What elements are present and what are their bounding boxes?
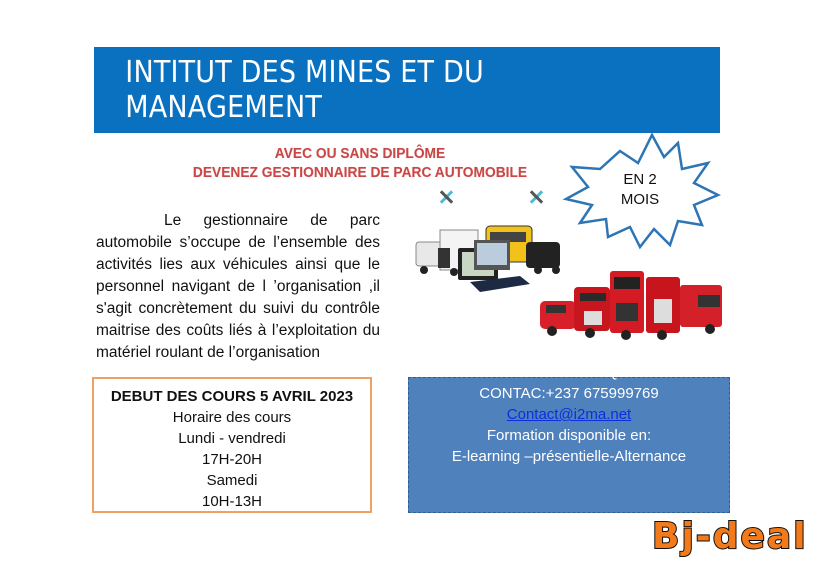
saturday-hours: 10H-13H bbox=[201, 493, 263, 510]
headline-line-2: DEVENEZ GESTIONNAIRE DE PARC AUTOMOBILE bbox=[192, 165, 528, 181]
course-start-date: DEBUT DES COURS 5 AVRIL 2023 bbox=[110, 388, 354, 405]
formation-modes: E-learning –présentielle-Alternance bbox=[451, 448, 687, 465]
red-trucks-image bbox=[538, 263, 734, 338]
weekday-hours: 17H-20H bbox=[201, 451, 263, 468]
tools-icon bbox=[529, 189, 543, 205]
weekdays-label: Lundi - vendredi bbox=[178, 430, 286, 447]
contact-box bbox=[408, 364, 730, 513]
page-title: INTITUT DES MINES ET DU MANAGEMENT bbox=[125, 55, 484, 125]
saturday-label: Samedi bbox=[206, 472, 258, 489]
contact-phone: CONTAC:+237 675999769 bbox=[479, 385, 659, 402]
schedule-heading: Horaire des cours bbox=[172, 409, 292, 426]
headline-line-1: AVEC OU SANS DIPLÔME bbox=[274, 146, 446, 162]
bj-deal-watermark: Bj-deal bbox=[652, 516, 808, 557]
schedule-box bbox=[92, 377, 372, 513]
duration-badge: EN 2 MOIS bbox=[620, 171, 660, 208]
description-paragraph: Le gestionnaire de parc automobile s’occupe de l’ensemble des activités lies aux véhicules ainsi que le personnel navigant de l ’organisation ,il s'agit concrètement du suivi du contrôle maitrise des coûts liés à l’exploitation du matériel roulant de l’organisation bbox=[96, 212, 380, 361]
tools-icon bbox=[439, 189, 453, 205]
formation-label: Formation disponible en: bbox=[486, 427, 652, 444]
title-banner bbox=[94, 47, 720, 133]
headline bbox=[160, 145, 560, 183]
location-line: LIEU : ... BOUTIQUE bbox=[498, 364, 640, 381]
contact-email-link[interactable]: Contact@i2ma.net bbox=[506, 406, 632, 423]
